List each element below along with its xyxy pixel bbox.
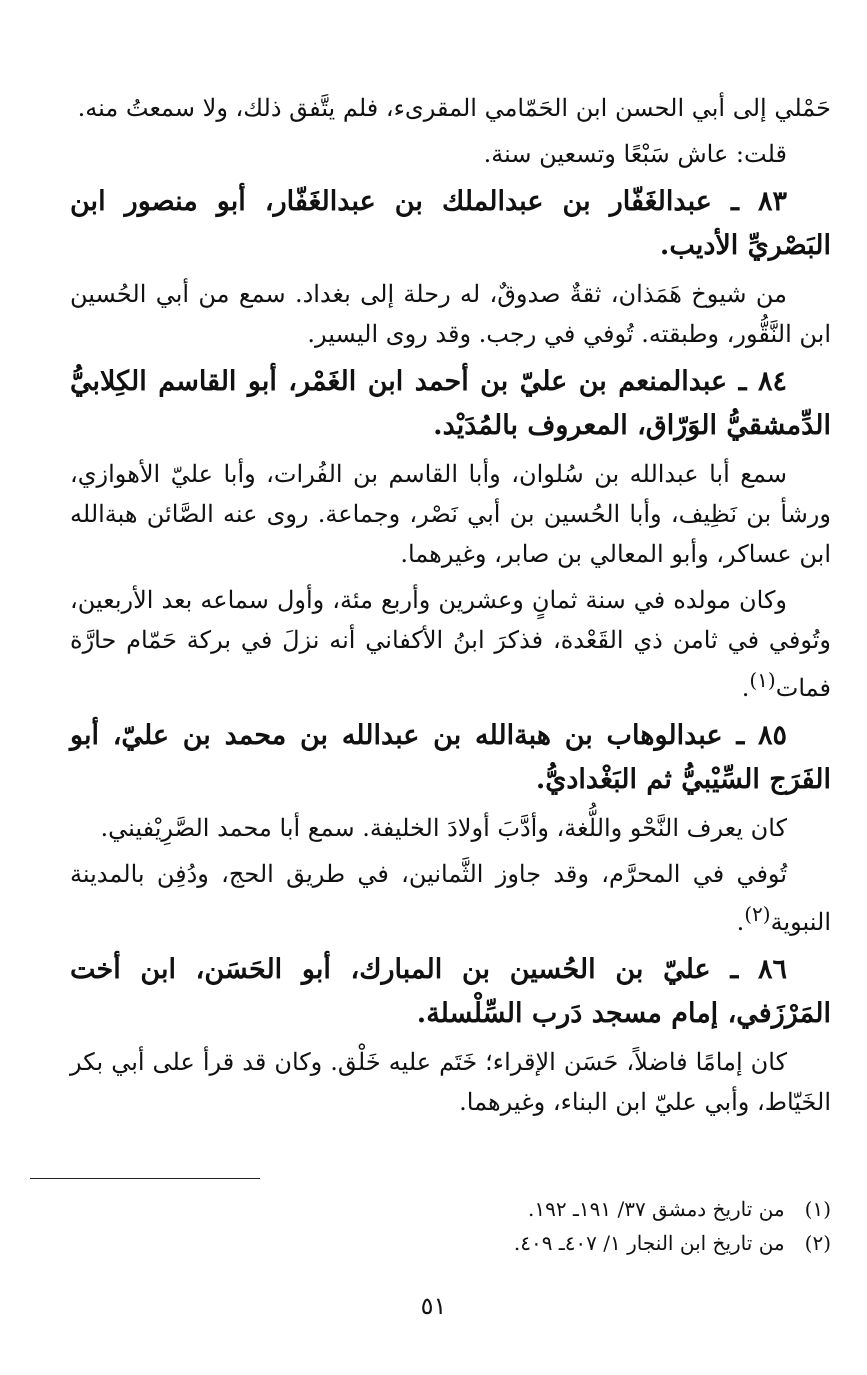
paragraph-tail: . bbox=[736, 908, 745, 936]
entry-title: عبدالمنعم بن عليّ بن أحمد ابن الغَمْر، أبو القاسم الكِلابيُّ الدِّمشقيُّ الوَرّاق، المعروف بالمُدَيْد. bbox=[70, 366, 831, 441]
paragraph-text: حَمْلي إلى أبي الحسن ابن الحَمّامي المقرىء، فلم يتَّفق ذلك، ولا سمعتُ منه. bbox=[77, 94, 831, 122]
entry-heading-85 bbox=[70, 714, 831, 802]
paragraph bbox=[70, 454, 831, 574]
paragraph bbox=[70, 274, 831, 354]
footnote-number: (١) bbox=[804, 1197, 831, 1221]
paragraph bbox=[70, 1042, 831, 1122]
paragraph-text: تُوفي في المحرَّم، وقد جاوز الثَّمانين، في طريق الحج، ودُفِن بالمدينة النبوية bbox=[70, 860, 831, 936]
footnote-divider bbox=[30, 1178, 260, 1179]
paragraph bbox=[70, 808, 831, 848]
paragraph-text: كان يعرف النَّحْو واللُّغة، وأدَّبَ أولادَ الخليفة. سمع أبا محمد الصَّرِيْفيني. bbox=[100, 814, 787, 842]
footnote-number: (٢) bbox=[804, 1231, 831, 1255]
entry-title: عبدالغَفّار بن عبدالملك بن عبدالغَفّار، أبو منصور ابن البَصْريِّ الأديب. bbox=[70, 186, 831, 261]
paragraph-text: من شيوخ هَمَذان، ثقةٌ صدوقٌ، له رحلة إلى بغداد. سمع من أبي الحُسين ابن النَّقُّور، وطبقته. تُوفي في رجب. وقد روى اليسير. bbox=[70, 280, 831, 348]
paragraph bbox=[70, 88, 831, 128]
entry-heading-83 bbox=[70, 180, 831, 268]
footnote-ref: (٢) bbox=[744, 902, 771, 926]
paragraph-tail: . bbox=[741, 674, 750, 702]
footnote bbox=[60, 1192, 831, 1226]
footnotes bbox=[60, 1192, 831, 1260]
main-text bbox=[70, 88, 831, 1128]
footnote bbox=[60, 1226, 831, 1260]
entry-number: ٨٥ ـ bbox=[736, 720, 788, 751]
entry-heading-86 bbox=[70, 948, 831, 1036]
paragraph bbox=[70, 134, 831, 174]
paragraph-text: قلت: عاش سَبْعًا وتسعين سنة. bbox=[483, 140, 787, 168]
entry-heading-84 bbox=[70, 360, 831, 448]
entry-title: عبدالوهاب بن هبةالله بن عبدالله بن محمد بن عليّ، أبو الفَرَج السِّيْبيُّ ثم البَغْداديُّ. bbox=[70, 720, 831, 795]
paragraph bbox=[70, 580, 831, 708]
footnote-text: من تاريخ ابن النجار ١/ ٤٠٧ـ ٤٠٩. bbox=[513, 1231, 785, 1255]
footnote-text: من تاريخ دمشق ٣٧/ ١٩١ـ ١٩٢. bbox=[528, 1197, 785, 1221]
page-number: ٥١ bbox=[420, 1292, 447, 1320]
paragraph-text: كان إمامًا فاضلاً، حَسَن الإقراء؛ خَتَم عليه خَلْق. وكان قد قرأ على أبي بكر الخَيّاط، وأبي عليّ ابن البناء، وغيرهما. bbox=[70, 1048, 831, 1116]
footnote-ref: (١) bbox=[749, 668, 776, 692]
entry-title: عليّ بن الحُسين بن المبارك، أبو الحَسَن، ابن أخت المَرْزَفي، إمام مسجد دَرب السِّلْسلة. bbox=[70, 954, 831, 1029]
paragraph bbox=[70, 854, 831, 942]
entry-number: ٨٦ ـ bbox=[730, 954, 787, 985]
entry-number: ٨٤ ـ bbox=[738, 366, 788, 397]
paragraph-text: وكان مولده في سنة ثمانٍ وعشرين وأربع مئة، وأول سماعه بعد الأربعين، وتُوفي في ثامن ذي القَعْدة، فذكرَ ابنُ الأكفاني أنه نزلَ في بركة حَمّام حارَّة فمات bbox=[70, 586, 831, 702]
entry-number: ٨٣ ـ bbox=[730, 186, 788, 217]
paragraph-text: سمع أبا عبدالله بن سُلوان، وأبا القاسم بن الفُرات، وأبا عليّ الأهوازي، ورشأ بن نَظِيف، وأبا الحُسين بن أبي نَصْر، وجماعة. روى عنه الصَّائن هبةالله ابن عساكر، وأبو المعالي بن صابر، وغيرهما. bbox=[70, 460, 831, 568]
